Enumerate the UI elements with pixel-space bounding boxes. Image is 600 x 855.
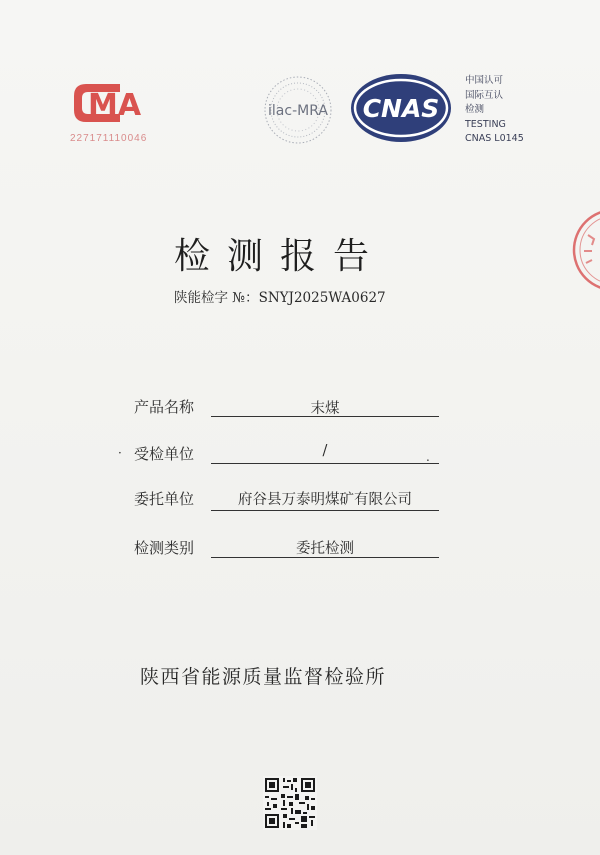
field-underline xyxy=(211,463,439,464)
cnas-line: CNAS L0145 xyxy=(465,133,524,144)
cnas-accreditation-text xyxy=(465,74,524,147)
report-title: 检测报告 xyxy=(174,236,387,277)
report-number: SNYJ2025WA0627 xyxy=(258,290,386,306)
field-label-client-unit: 委托单位 xyxy=(134,490,195,508)
qr-code-icon[interactable] xyxy=(263,776,317,830)
dot-mark: · xyxy=(118,446,122,460)
field-value-product-name: 末煤 xyxy=(310,401,340,417)
ma-cert-number: 227171110046 xyxy=(70,133,148,144)
report-number-line xyxy=(174,286,386,306)
ilac-logo-text: ilac-MRA xyxy=(268,103,328,119)
cnas-logo-text: CNAS xyxy=(362,94,440,123)
field-underline xyxy=(211,557,439,558)
seal-stamp-icon xyxy=(566,205,600,295)
field-label-test-category: 检测类别 xyxy=(134,539,195,557)
cnas-line: 国际互认 xyxy=(465,89,504,101)
field-underline xyxy=(211,416,439,417)
cnas-line: 检测 xyxy=(465,104,485,115)
field-underline xyxy=(211,510,439,511)
field-value-test-category: 委托检测 xyxy=(296,541,354,557)
dot-mark: . xyxy=(426,450,430,464)
cnas-line: 中国认可 xyxy=(465,75,504,86)
field-value-inspected-unit: / xyxy=(322,443,328,459)
ma-logo-text: MA xyxy=(88,88,142,123)
institute-name: 陕西省能源质量监督检验所 xyxy=(140,666,387,688)
report-number-label: 陕能检字 №： xyxy=(174,290,259,306)
field-label-inspected-unit: 受检单位 xyxy=(134,445,195,463)
field-label-product-name: 产品名称 xyxy=(134,398,195,416)
field-value-client-unit: 府谷县万泰明煤矿有限公司 xyxy=(238,492,412,508)
cnas-logo-icon xyxy=(348,70,454,146)
ilac-mra-logo-icon xyxy=(257,72,339,148)
cnas-line: TESTING xyxy=(465,118,506,130)
